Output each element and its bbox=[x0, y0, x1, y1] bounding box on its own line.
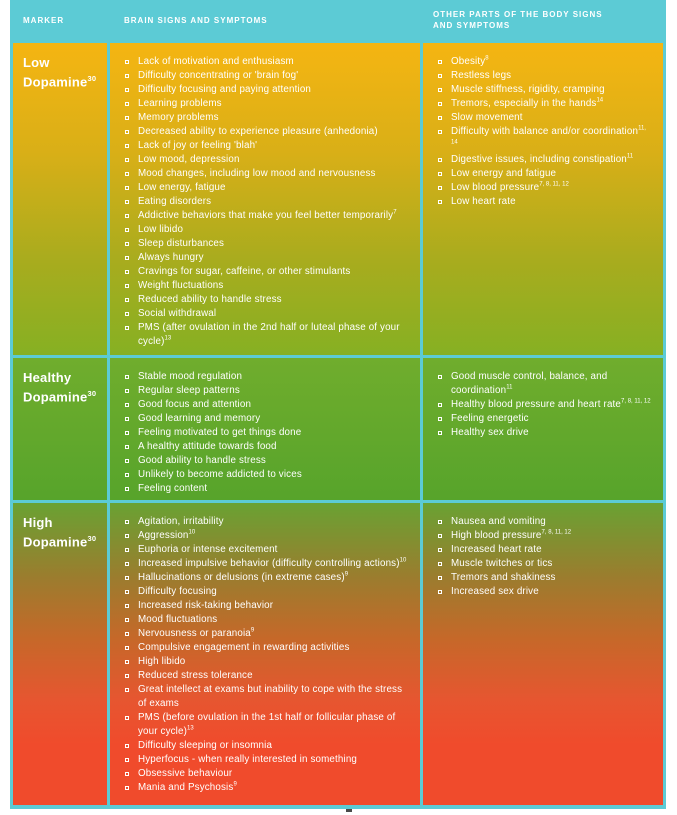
list-item bbox=[437, 515, 654, 529]
list-item bbox=[124, 153, 411, 167]
square-bullet-icon bbox=[125, 102, 129, 106]
list-item bbox=[124, 265, 411, 279]
reference-superscript: 13 bbox=[164, 335, 172, 342]
reference-superscript: 9 bbox=[344, 571, 349, 578]
list-item bbox=[124, 237, 411, 251]
square-bullet-icon bbox=[125, 144, 129, 148]
square-bullet-icon bbox=[125, 270, 129, 274]
list-item-text: Difficulty concentrating or 'brain fog' bbox=[138, 70, 299, 81]
body-symptoms-low bbox=[423, 43, 663, 355]
square-bullet-icon bbox=[125, 744, 129, 748]
list-item bbox=[124, 384, 411, 398]
brain-symptoms-healthy bbox=[110, 358, 420, 500]
list-item bbox=[124, 139, 411, 153]
list-item bbox=[124, 767, 411, 781]
list-item-text: Increased heart rate bbox=[451, 544, 542, 555]
reference-superscript: 10 bbox=[399, 557, 407, 564]
reference-superscript: 9 bbox=[250, 627, 255, 634]
list-item bbox=[437, 585, 654, 599]
square-bullet-icon bbox=[438, 60, 442, 64]
body-symptoms-high bbox=[423, 503, 663, 805]
header-body-signs: OTHER PARTS OF THE BODY SIGNS AND SYMPTOMS bbox=[433, 10, 603, 30]
list-item-text: Agitation, irritability bbox=[138, 516, 224, 527]
header-marker: MARKER bbox=[23, 15, 65, 25]
reference-superscript: 30 bbox=[87, 534, 97, 543]
list-item bbox=[124, 279, 411, 293]
marker-title-healthy: Healthy Dopamine$^{30}$ bbox=[23, 370, 97, 405]
square-bullet-icon bbox=[438, 200, 442, 204]
list-item-text: Difficulty focusing and paying attention bbox=[138, 84, 312, 95]
list-item bbox=[124, 412, 411, 426]
square-bullet-icon bbox=[125, 116, 129, 120]
square-bullet-icon bbox=[125, 228, 129, 232]
marker-title-low: Low Dopamine$^{30}$ bbox=[23, 55, 97, 90]
list-item bbox=[437, 529, 654, 543]
list-item bbox=[124, 307, 411, 321]
square-bullet-icon bbox=[125, 576, 129, 580]
square-bullet-icon bbox=[438, 403, 442, 407]
list-item bbox=[124, 627, 411, 641]
row-healthy-dopamine bbox=[13, 358, 663, 500]
square-bullet-icon bbox=[125, 242, 129, 246]
square-bullet-icon bbox=[125, 375, 129, 379]
square-bullet-icon bbox=[125, 618, 129, 622]
list-item-text: Muscle twitches or tics bbox=[451, 558, 553, 569]
square-bullet-icon bbox=[125, 403, 129, 407]
list-item-text: Addictive behaviors that make you feel better temporarily$^7$ bbox=[138, 209, 397, 221]
reference-superscript: 7, 8, 11, 12 bbox=[621, 398, 651, 405]
list-item-text: Feeling content bbox=[138, 483, 208, 494]
square-bullet-icon bbox=[125, 158, 129, 162]
body-symptoms-healthy bbox=[423, 358, 663, 500]
square-bullet-icon bbox=[438, 186, 442, 190]
reference-superscript: 8 bbox=[485, 55, 489, 62]
list-item bbox=[124, 83, 411, 97]
list-item bbox=[124, 251, 411, 265]
list-item-text: Hallucinations or delusions (in extreme cases)$^9$ bbox=[138, 571, 349, 583]
list-item-text: Regular sleep patterns bbox=[138, 385, 240, 396]
list-item bbox=[437, 557, 654, 571]
list-item bbox=[124, 543, 411, 557]
square-bullet-icon bbox=[438, 74, 442, 78]
list-item bbox=[437, 97, 654, 111]
list-item bbox=[437, 571, 654, 585]
reference-superscript: 13 bbox=[187, 725, 194, 732]
list-item bbox=[124, 454, 411, 468]
list-item-text: Healthy blood pressure and heart rate$^{7, 8, 11, 12}$ bbox=[451, 398, 651, 410]
list-item bbox=[124, 69, 411, 83]
square-bullet-icon bbox=[125, 786, 129, 790]
list-item-text: Feeling motivated to get things done bbox=[138, 427, 302, 438]
reference-superscript: 7, 8, 11, 12 bbox=[541, 529, 572, 536]
list-item-text: Feeling energetic bbox=[451, 413, 529, 424]
square-bullet-icon bbox=[125, 284, 129, 288]
reference-superscript: 11 bbox=[506, 384, 513, 391]
marker-cell-healthy bbox=[13, 358, 107, 500]
list-item-text: Low libido bbox=[138, 224, 184, 235]
header-brain-signs: BRAIN SIGNS AND SYMPTOMS bbox=[124, 15, 268, 25]
square-bullet-icon bbox=[125, 459, 129, 463]
marker-cell-high bbox=[13, 503, 107, 805]
list-item bbox=[124, 321, 411, 349]
list-item bbox=[437, 83, 654, 97]
list-item bbox=[437, 111, 654, 125]
list-item-text: Learning problems bbox=[138, 98, 222, 109]
reference-superscript: 11 bbox=[626, 153, 634, 160]
list-item bbox=[124, 370, 411, 384]
list-item bbox=[437, 125, 654, 153]
square-bullet-icon bbox=[125, 172, 129, 176]
square-bullet-icon bbox=[125, 88, 129, 92]
list-item-text: Mania and Psychosis$^9$ bbox=[138, 781, 237, 793]
list-item bbox=[124, 209, 411, 223]
list-item bbox=[437, 153, 654, 167]
list-item bbox=[437, 426, 654, 440]
list-item-text: Mood changes, including low mood and nervousness bbox=[138, 168, 376, 179]
list-item bbox=[124, 613, 411, 627]
list-item-text: Low heart rate bbox=[451, 196, 516, 207]
list-item bbox=[124, 571, 411, 585]
list-item bbox=[124, 599, 411, 613]
square-bullet-icon bbox=[125, 716, 129, 720]
list-item-text: Lack of motivation and enthusiasm bbox=[138, 56, 294, 67]
list-item-text: Compulsive engagement in rewarding activities bbox=[138, 642, 350, 653]
marker-title-high: High Dopamine$^{30}$ bbox=[23, 515, 97, 550]
list-item-text: High blood pressure$^{7, 8, 11, 12}$ bbox=[451, 529, 572, 541]
square-bullet-icon bbox=[125, 130, 129, 134]
square-bullet-icon bbox=[438, 158, 442, 162]
row-low-dopamine bbox=[13, 43, 663, 355]
square-bullet-icon bbox=[438, 130, 442, 134]
reference-superscript: 11, 14 bbox=[451, 125, 646, 146]
list-item-text: Reduced stress tolerance bbox=[138, 670, 253, 681]
list-item bbox=[124, 585, 411, 599]
list-item-text: PMS (after ovulation in the 2nd half or luteal phase of your cycle)$^{13}$ bbox=[138, 322, 400, 347]
square-bullet-icon bbox=[125, 326, 129, 330]
square-bullet-icon bbox=[438, 431, 442, 435]
list-item-text: Social withdrawal bbox=[138, 308, 217, 319]
list-item bbox=[437, 412, 654, 426]
list-item bbox=[437, 69, 654, 83]
square-bullet-icon bbox=[125, 562, 129, 566]
square-bullet-icon bbox=[125, 534, 129, 538]
list-item bbox=[124, 781, 411, 795]
list-item bbox=[437, 370, 654, 398]
square-bullet-icon bbox=[125, 590, 129, 594]
square-bullet-icon bbox=[125, 200, 129, 204]
list-item bbox=[437, 181, 654, 195]
list-item-text: Aggression$^{10}$ bbox=[138, 529, 196, 541]
square-bullet-icon bbox=[438, 590, 442, 594]
reference-superscript: 14 bbox=[596, 97, 604, 104]
square-bullet-icon bbox=[125, 487, 129, 491]
list-item-text: Good ability to handle stress bbox=[138, 455, 266, 466]
brain-symptoms-high bbox=[110, 503, 420, 805]
row-high-dopamine bbox=[13, 503, 663, 805]
list-item bbox=[124, 111, 411, 125]
list-item bbox=[124, 753, 411, 767]
list-item-text: Difficulty focusing bbox=[138, 586, 217, 597]
square-bullet-icon bbox=[125, 632, 129, 636]
list-item-text: Mood fluctuations bbox=[138, 614, 218, 625]
list-item-text: Good focus and attention bbox=[138, 399, 252, 410]
list-item-text: Restless legs bbox=[451, 70, 512, 81]
square-bullet-icon bbox=[125, 298, 129, 302]
list-item bbox=[124, 641, 411, 655]
list-item-text: Low mood, depression bbox=[138, 154, 240, 165]
square-bullet-icon bbox=[438, 88, 442, 92]
square-bullet-icon bbox=[125, 214, 129, 218]
square-bullet-icon bbox=[125, 758, 129, 762]
list-item-text: PMS (before ovulation in the 1st half or follicular phase of your cycle)$^{13}$ bbox=[138, 712, 396, 737]
square-bullet-icon bbox=[125, 604, 129, 608]
list-item-text: Obesity$^8$ bbox=[451, 55, 489, 67]
square-bullet-icon bbox=[438, 576, 442, 580]
list-item-text: Nervousness or paranoia$^9$ bbox=[138, 627, 255, 639]
list-item bbox=[124, 440, 411, 454]
list-item bbox=[437, 167, 654, 181]
cropped-footer-mark bbox=[346, 809, 352, 812]
list-item bbox=[124, 557, 411, 571]
list-item bbox=[124, 529, 411, 543]
list-item-text: Lack of joy or feeling 'blah' bbox=[138, 140, 258, 151]
square-bullet-icon bbox=[125, 772, 129, 776]
list-item bbox=[124, 515, 411, 529]
list-item bbox=[124, 482, 411, 496]
square-bullet-icon bbox=[438, 562, 442, 566]
square-bullet-icon bbox=[125, 520, 129, 524]
reference-superscript: 7 bbox=[393, 209, 397, 216]
list-item bbox=[124, 181, 411, 195]
list-item-text: Low energy and fatigue bbox=[451, 168, 557, 179]
list-item bbox=[124, 739, 411, 753]
list-item-text: Always hungry bbox=[138, 252, 204, 263]
list-item bbox=[124, 55, 411, 69]
list-item bbox=[124, 167, 411, 181]
list-item-text: Great intellect at exams but inability to cope with the stress of exams bbox=[138, 684, 403, 709]
list-item-text: Difficulty sleeping or insomnia bbox=[138, 740, 273, 751]
square-bullet-icon bbox=[125, 312, 129, 316]
marker-cell-low bbox=[13, 43, 107, 355]
square-bullet-icon bbox=[125, 256, 129, 260]
reference-superscript: 30 bbox=[87, 389, 97, 398]
list-item bbox=[124, 426, 411, 440]
list-item bbox=[124, 398, 411, 412]
list-item bbox=[437, 195, 654, 209]
square-bullet-icon bbox=[438, 534, 442, 538]
square-bullet-icon bbox=[438, 548, 442, 552]
list-item-text: High libido bbox=[138, 656, 186, 667]
square-bullet-icon bbox=[125, 660, 129, 664]
square-bullet-icon bbox=[125, 674, 129, 678]
list-item-text: Sleep disturbances bbox=[138, 238, 225, 249]
list-item-text: Weight fluctuations bbox=[138, 280, 224, 291]
list-item-text: Increased sex drive bbox=[451, 586, 539, 597]
list-item-text: Digestive issues, including constipation$^{11}$ bbox=[451, 153, 634, 165]
list-item-text: Tremors, especially in the hands$^{14}$ bbox=[451, 97, 604, 109]
square-bullet-icon bbox=[125, 688, 129, 692]
square-bullet-icon bbox=[125, 417, 129, 421]
square-bullet-icon bbox=[438, 102, 442, 106]
list-item-text: Increased impulsive behavior (difficulty controlling actions)$^{10}$ bbox=[138, 557, 407, 569]
list-item-text: Unlikely to become addicted to vices bbox=[138, 469, 302, 480]
reference-superscript: 30 bbox=[87, 74, 97, 83]
square-bullet-icon bbox=[438, 417, 442, 421]
square-bullet-icon bbox=[125, 389, 129, 393]
list-item bbox=[124, 293, 411, 307]
list-item-text: Increased risk-taking behavior bbox=[138, 600, 274, 611]
list-item-text: Good learning and memory bbox=[138, 413, 261, 424]
list-item bbox=[124, 125, 411, 139]
list-item-text: Cravings for sugar, caffeine, or other stimulants bbox=[138, 266, 351, 277]
reference-superscript: 7, 8, 11, 12 bbox=[539, 181, 569, 188]
square-bullet-icon bbox=[438, 375, 442, 379]
square-bullet-icon bbox=[438, 172, 442, 176]
square-bullet-icon bbox=[125, 186, 129, 190]
list-item-text: Tremors and shakiness bbox=[451, 572, 556, 583]
list-item-text: A healthy attitude towards food bbox=[138, 441, 277, 452]
list-item-text: Obsessive behaviour bbox=[138, 768, 233, 779]
list-item-text: Muscle stiffness, rigidity, cramping bbox=[451, 84, 605, 95]
list-item-text: Reduced ability to handle stress bbox=[138, 294, 282, 305]
dopamine-symptoms-table bbox=[10, 0, 666, 809]
list-item bbox=[124, 195, 411, 209]
square-bullet-icon bbox=[125, 473, 129, 477]
list-item-text: Low energy, fatigue bbox=[138, 182, 226, 193]
list-item bbox=[124, 223, 411, 237]
square-bullet-icon bbox=[125, 74, 129, 78]
reference-superscript: 9 bbox=[233, 781, 237, 788]
list-item-text: Difficulty with balance and/or coordination$^{11, 14}$ bbox=[451, 125, 646, 146]
list-item-text: Slow movement bbox=[451, 112, 523, 123]
list-item bbox=[437, 398, 654, 412]
list-item bbox=[437, 543, 654, 557]
list-item bbox=[124, 468, 411, 482]
list-item bbox=[124, 669, 411, 683]
list-item-text: Stable mood regulation bbox=[138, 371, 243, 382]
square-bullet-icon bbox=[438, 520, 442, 524]
table-header-row bbox=[13, 0, 663, 40]
list-item-text: Decreased ability to experience pleasure (anhedonia) bbox=[138, 126, 378, 137]
list-item-text: Nausea and vomiting bbox=[451, 516, 546, 527]
list-item-text: Eating disorders bbox=[138, 196, 212, 207]
square-bullet-icon bbox=[125, 646, 129, 650]
square-bullet-icon bbox=[125, 445, 129, 449]
list-item bbox=[124, 97, 411, 111]
list-item-text: Memory problems bbox=[138, 112, 219, 123]
list-item-text: Euphoria or intense excitement bbox=[138, 544, 278, 555]
reference-superscript: 10 bbox=[188, 529, 196, 536]
square-bullet-icon bbox=[438, 116, 442, 120]
list-item-text: Healthy sex drive bbox=[451, 427, 529, 438]
list-item bbox=[124, 655, 411, 669]
square-bullet-icon bbox=[125, 431, 129, 435]
list-item bbox=[124, 711, 411, 739]
list-item bbox=[437, 55, 654, 69]
list-item-text: Low blood pressure$^{7, 8, 11, 12}$ bbox=[451, 181, 569, 193]
square-bullet-icon bbox=[125, 548, 129, 552]
list-item-text: Good muscle control, balance, and coordination$^{11}$ bbox=[451, 371, 608, 396]
brain-symptoms-low bbox=[110, 43, 420, 355]
list-item-text: Hyperfocus - when really interested in something bbox=[138, 754, 358, 765]
square-bullet-icon bbox=[125, 60, 129, 64]
list-item bbox=[124, 683, 411, 711]
